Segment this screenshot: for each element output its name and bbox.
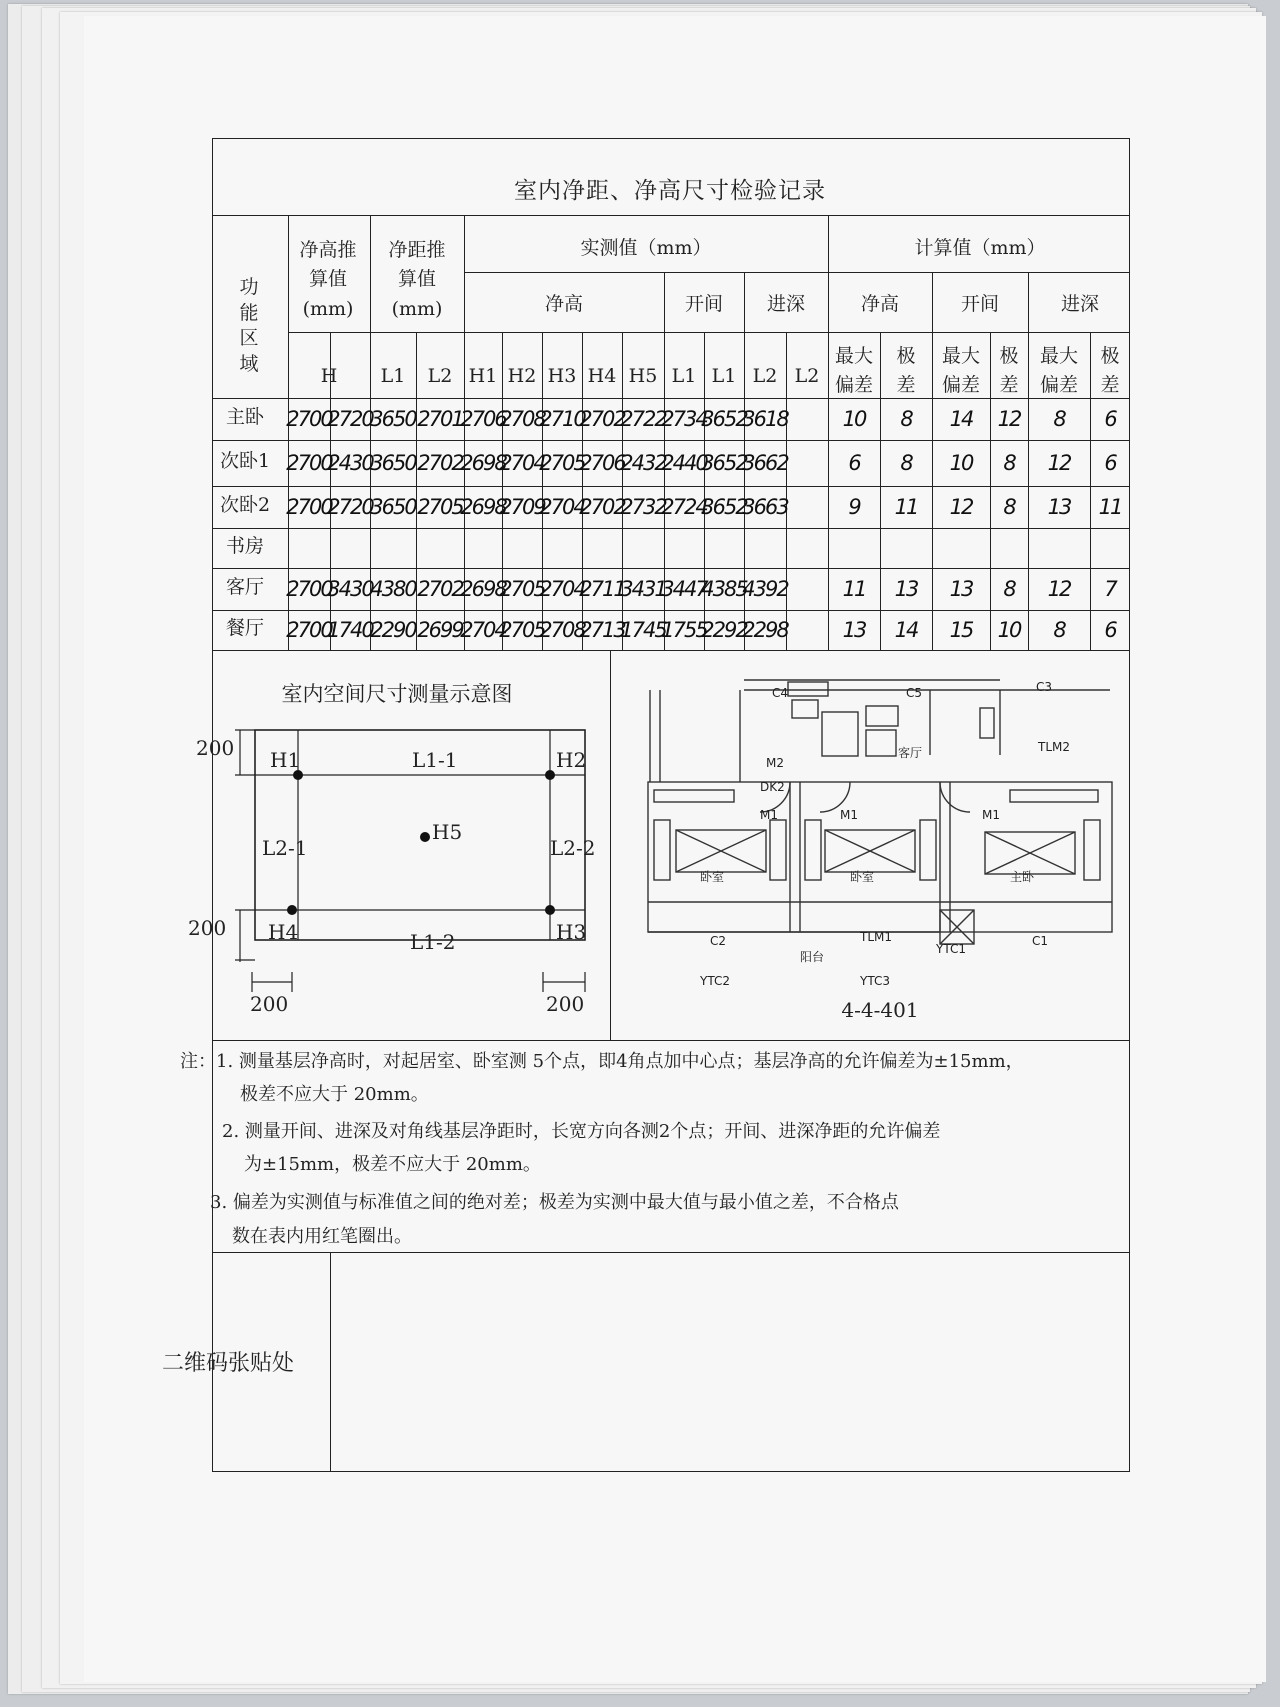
floor-plan-label: M2 (766, 756, 784, 770)
measured-header: 实测值（mm） (580, 237, 712, 259)
table-cell: 2705 (499, 577, 545, 601)
label-l2-1: L2-1 (262, 836, 308, 860)
floor-plan (640, 670, 1120, 970)
table-cell: 3618 (742, 407, 788, 431)
table-cell: 14 (949, 407, 973, 431)
table-cell: 1745 (620, 618, 666, 642)
table-cell: 13 (949, 577, 973, 601)
table-cell: 1755 (661, 618, 707, 642)
table-cell: 2734 (661, 407, 707, 431)
diagram-divider (610, 650, 611, 1040)
table-cell: 2704 (539, 495, 585, 519)
table-cell: 2702 (417, 451, 463, 475)
table-cell: 12 (997, 407, 1021, 431)
point-h2 (545, 770, 555, 780)
table-cell: 2705 (539, 451, 585, 475)
floor-plan-label: C2 (710, 934, 727, 948)
row-rule (212, 650, 1130, 651)
floor-plan-label: YTC2 (700, 974, 730, 988)
range-header: 极 差 (999, 345, 1019, 397)
table-cell: 2711 (579, 577, 625, 601)
table-cell: 8 (1053, 407, 1065, 431)
note-1: 注：1. 测量基层净高时，对起居室、卧室测 5个点，即4角点加中心点；基层净高的允许偏差为±15mm， (180, 1051, 1024, 1072)
dim-bottom-left: 200 (188, 916, 227, 940)
table-cell: 2720 (327, 495, 373, 519)
table-cell: 2292 (701, 618, 747, 642)
table-cell: 2700 (286, 495, 332, 519)
table-cell: 10 (997, 618, 1021, 642)
point-h3 (545, 905, 555, 915)
table-cell: 12 (1047, 451, 1071, 475)
table-cell: 2706 (579, 451, 625, 475)
table-cell: 2698 (460, 495, 506, 519)
table-cell: 11 (894, 495, 918, 519)
sub-header-cell: L2 (427, 365, 453, 387)
table-cell: 15 (949, 618, 973, 642)
table-cell: 4385 (701, 577, 747, 601)
table-cell: 2710 (539, 407, 585, 431)
table-cell: 8 (1003, 451, 1015, 475)
sub-header-cell: L1 (671, 365, 697, 387)
floor-plan-label: M1 (982, 808, 1000, 822)
table-cell: 12 (949, 495, 973, 519)
height-estimate-header: 净高推 算值 (mm) (299, 239, 357, 320)
diagram-title: 室内空间尺寸测量示意图 (281, 682, 513, 706)
max-deviation-header: 最大 偏差 (941, 345, 980, 397)
calculated-header: 计算值（mm） (914, 237, 1046, 259)
func-area-header: 功 能 区 域 (239, 276, 259, 375)
label-l1-1: L1-1 (412, 748, 458, 772)
sub-header-cell: L1 (711, 365, 737, 387)
table-cell: 3430 (327, 577, 373, 601)
table-cell: 2702 (579, 495, 625, 519)
label-l1-2: L1-2 (410, 930, 456, 954)
row-rule (212, 610, 1130, 611)
table-cell: 8 (900, 407, 912, 431)
label-h4: H4 (268, 920, 299, 944)
table-cell: 2298 (742, 618, 788, 642)
calculated-opening-header: 开间 (960, 293, 999, 315)
qr-rule (212, 1252, 1130, 1253)
table-cell: 2698 (460, 451, 506, 475)
table-cell: 2698 (460, 577, 506, 601)
sub-header-cell: L2 (752, 365, 778, 387)
point-h4 (287, 905, 297, 915)
table-cell: 3652 (701, 451, 747, 475)
floor-plan-label: C5 (906, 686, 923, 700)
title-rule (212, 215, 1130, 216)
floor-plan-label: 卧室 (850, 870, 875, 884)
table-cell: 2709 (499, 495, 545, 519)
table-cell: 10 (842, 407, 866, 431)
floor-plan-label: C3 (1036, 680, 1053, 694)
table-cell: 2701 (417, 407, 463, 431)
table-cell: 3652 (701, 407, 747, 431)
floor-plan-caption: 4-4-401 (841, 998, 919, 1022)
table-cell: 2432 (620, 451, 666, 475)
row-name: 次卧1 (219, 450, 271, 472)
measured-opening-header: 开间 (684, 293, 723, 315)
measured-height-header: 净高 (544, 293, 583, 315)
floor-plan-label: YTC1 (936, 942, 966, 956)
table-cell: 11 (1098, 495, 1122, 519)
table-cell: 2705 (417, 495, 463, 519)
qr-code-label: 二维码张贴处 (162, 1351, 295, 1376)
table-cell: 7 (1104, 577, 1116, 601)
floor-plan-label: DK2 (760, 780, 785, 794)
table-cell: 2720 (327, 407, 373, 431)
table-cell: 2699 (417, 618, 463, 642)
label-h1: H1 (270, 748, 301, 772)
table-cell: 2708 (499, 407, 545, 431)
row-name: 次卧2 (219, 494, 271, 516)
table-cell: 3663 (742, 495, 788, 519)
table-cell: 2430 (327, 451, 373, 475)
floor-plan-label: C4 (772, 686, 789, 700)
table-cell: 8 (1053, 618, 1065, 642)
label-h3: H3 (556, 920, 587, 944)
table-cell: 13 (894, 577, 918, 601)
table-cell: 6 (848, 451, 860, 475)
table-cell: 2700 (286, 451, 332, 475)
table-cell: 10 (949, 451, 973, 475)
table-cell: 2708 (539, 618, 585, 642)
row-name: 书房 (225, 535, 264, 557)
sub-header-cell: L2 (794, 365, 820, 387)
table-cell: 2732 (620, 495, 666, 519)
table-cell: 3652 (701, 495, 747, 519)
sub-header-cell: H2 (507, 365, 537, 387)
calculated-height-header: 净高 (860, 293, 899, 315)
floor-plan-label: TLM2 (1038, 740, 1071, 754)
dim-top-left: 200 (196, 736, 235, 760)
table-cell: 2704 (460, 618, 506, 642)
table-cell: 9 (848, 495, 860, 519)
max-deviation-header: 最大 偏差 (834, 345, 873, 397)
table-cell: 8 (900, 451, 912, 475)
note-3: 3. 偏差为实测值与标准值之间的绝对差；极差为实测中最大值与最小值之差，不合格点 (210, 1192, 899, 1213)
table-cell: 6 (1104, 407, 1116, 431)
notes-rule (212, 1040, 1130, 1041)
floor-plan-label: YTC3 (860, 974, 890, 988)
table-cell: 8 (1003, 495, 1015, 519)
range-header: 极 差 (896, 345, 916, 397)
measured-depth-header: 进深 (766, 293, 805, 315)
floor-plan-label: 主卧 (1010, 870, 1035, 884)
sub-header-cell: L1 (380, 365, 406, 387)
floor-plan-label: C1 (1032, 934, 1049, 948)
table-cell: 12 (1047, 577, 1071, 601)
row-rule (212, 528, 1130, 529)
table-cell: 2700 (286, 577, 332, 601)
dim-bottom-h4: 200 (250, 992, 289, 1016)
table-cell: 2704 (539, 577, 585, 601)
sub-header-cell: H (320, 365, 338, 387)
row-rule (212, 486, 1130, 487)
floor-plan-label: M1 (840, 808, 858, 822)
range-header: 极 差 (1100, 345, 1120, 397)
max-deviation-header: 最大 偏差 (1039, 345, 1078, 397)
note-2-cont: 为±15mm，极差不应大于 20mm。 (244, 1154, 541, 1175)
calculated-depth-header: 进深 (1060, 293, 1099, 315)
table-cell: 2706 (460, 407, 506, 431)
table-cell: 8 (1003, 577, 1015, 601)
table-cell: 6 (1104, 451, 1116, 475)
table-cell: 1740 (327, 618, 373, 642)
h-rule (464, 272, 1130, 273)
table-cell: 3650 (370, 451, 416, 475)
table-cell: 2440 (661, 451, 707, 475)
table-cell: 3650 (370, 495, 416, 519)
table-cell: 2702 (417, 577, 463, 601)
row-rule (212, 440, 1130, 441)
table-cell: 4392 (742, 577, 788, 601)
table-cell: 3431 (620, 577, 666, 601)
floor-plan-label: 卧室 (700, 870, 725, 884)
label-l2-2: L2-2 (550, 836, 596, 860)
table-cell: 2724 (661, 495, 707, 519)
h-rule (288, 332, 1130, 333)
table-cell: 6 (1104, 618, 1116, 642)
table-cell: 2704 (499, 451, 545, 475)
qr-divider (330, 1252, 331, 1472)
table-cell: 2705 (499, 618, 545, 642)
measurement-diagram (180, 720, 610, 1020)
table-cell: 11 (842, 577, 866, 601)
note-3-cont: 数在表内用红笔圈出。 (232, 1226, 412, 1247)
table-cell: 3662 (742, 451, 788, 475)
sub-header-cell: H3 (547, 365, 577, 387)
table-cell: 2713 (579, 618, 625, 642)
table-cell: 3650 (370, 407, 416, 431)
table-cell: 2290 (370, 618, 416, 642)
table-cell: 3447 (661, 577, 707, 601)
floor-plan-label: M1 (760, 808, 778, 822)
label-h2: H2 (556, 748, 587, 772)
floor-plan-label: TLM1 (860, 930, 893, 944)
table-cell: 14 (894, 618, 918, 642)
label-h5: H5 (432, 820, 463, 844)
table-cell: 2700 (286, 618, 332, 642)
table-cell: 2702 (579, 407, 625, 431)
table-cell: 4380 (370, 577, 416, 601)
table-cell: 13 (1047, 495, 1071, 519)
table-cell: 2700 (286, 407, 332, 431)
floor-plan-label: 客厅 (898, 746, 923, 760)
note-2: 2. 测量开间、进深及对角线基层净距时，长宽方向各测2个点；开间、进深净距的允许偏差 (222, 1121, 941, 1142)
floor-plan-label: 阳台 (800, 950, 825, 964)
note-1-cont: 极差不应大于 20mm。 (240, 1084, 429, 1105)
sub-header-cell: H1 (468, 365, 498, 387)
table-cell: 2722 (620, 407, 666, 431)
dim-bottom-h3: 200 (546, 992, 585, 1016)
table-cell: 13 (842, 618, 866, 642)
row-name: 客厅 (225, 576, 264, 598)
point-h5 (420, 832, 430, 842)
sub-header-cell: H5 (628, 365, 658, 387)
row-name: 餐厅 (225, 617, 264, 639)
distance-estimate-header: 净距推 算值 (mm) (388, 239, 446, 320)
form-title: 室内净距、净高尺寸检验记录 (514, 178, 826, 204)
row-rule (212, 568, 1130, 569)
row-name: 主卧 (225, 406, 264, 428)
sub-header-cell: H4 (587, 365, 617, 387)
